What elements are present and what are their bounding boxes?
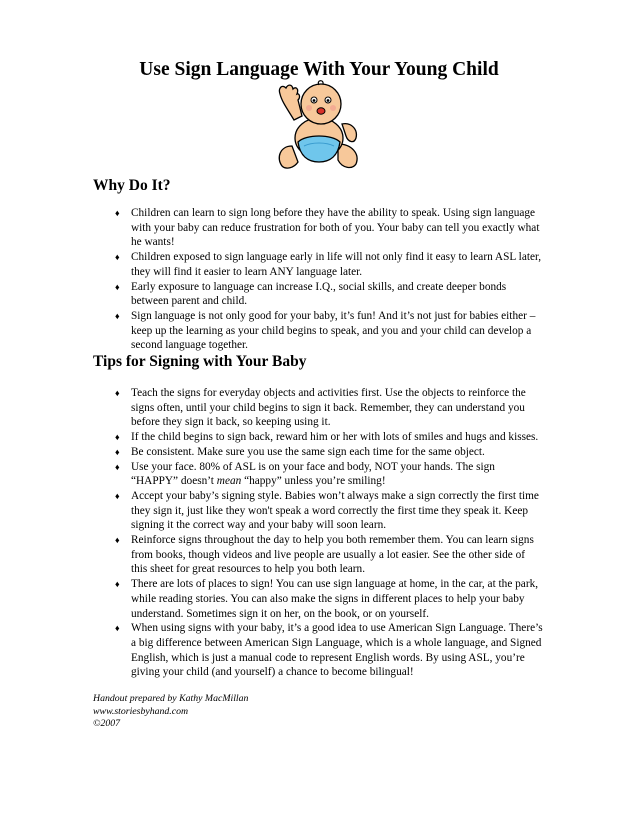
diamond-bullet-icon: ♦ xyxy=(115,208,120,218)
diamond-bullet-icon: ♦ xyxy=(115,310,120,321)
diamond-bullet-icon: ♦ xyxy=(115,252,120,263)
section-heading-why: Why Do It? xyxy=(93,177,171,194)
diamond-bullet-icon: ♦ xyxy=(115,579,120,590)
waving-baby-icon xyxy=(272,80,366,172)
list-item: ♦ Early exposure to language can increase I.Q., social skills, and create deeper bonds between parent and child. xyxy=(115,280,507,308)
why-list xyxy=(0,206,638,353)
list-item: ♦ There are lots of places to sign! You can use sign language at home, in the car, at the park, while reading stories. You can also make the signs in different places to help your baby understand. Sometimes sign it on her, on the book, or on yourself. xyxy=(115,578,539,620)
page-title: Use Sign Language With Your Young Child xyxy=(139,59,499,80)
diamond-bullet-icon: ♦ xyxy=(115,388,120,398)
list-item: ♦ When using signs with your baby, it’s a good idea to use American Sign Language. There’s a big difference between American Sign Language, which is a whole language, and Signed English, which is just a manual code to represent English words. By using ASL, you’re giving your child (and yourself) a chance to become bilingual! xyxy=(115,622,543,679)
list-item: ♦ Use your face. 80% of ASL is on your face and body, NOT your hands. The sign “HAPPY” doesn’t mean “happy” unless you’re smiling! xyxy=(115,460,495,488)
diamond-bullet-icon: ♦ xyxy=(115,490,120,501)
diamond-bullet-icon: ♦ xyxy=(115,446,120,457)
list-item: ♦ Accept your baby’s signing style. Babies won’t always make a sign correctly the first time they sign it, just like they won't speak a word correctly the first time they speak it. Keep signing it the correct way and your baby will soon learn. xyxy=(115,489,539,532)
tips-list xyxy=(0,386,638,680)
footer-website: www.storiesbyhand.com xyxy=(93,705,189,717)
section-heading-tips: Tips for Signing with Your Baby xyxy=(93,353,307,370)
list-item: ♦ Reinforce signs throughout the day to help you both remember them. You can learn signs from books, though videos and live people are usually a lot easier. See the other side of this sheet for great resources to help you both learn. xyxy=(115,534,534,576)
diamond-bullet-icon: ♦ xyxy=(115,535,120,546)
list-item: ♦ Children can learn to sign long before they have the ability to speak. Using sign language with your baby can reduce frustration for both of you. Your baby can tell you exactly what he wants! xyxy=(115,207,540,249)
footer-credits xyxy=(93,693,248,731)
list-item: ♦ Sign language is not only good for your baby, it’s fun! And it’s not just for babies either – keep up the learning as your child begins to speak, and you and your child can develop a second language together. xyxy=(115,309,536,352)
diamond-bullet-icon: ♦ xyxy=(115,461,120,472)
diamond-bullet-icon: ♦ xyxy=(115,623,120,634)
diamond-bullet-icon: ♦ xyxy=(115,281,120,292)
emphasis-mean: mean xyxy=(216,475,242,488)
footer-copyright: ©2007 xyxy=(93,718,121,730)
list-item: ♦ Teach the signs for everyday objects and activities first. Use the objects to reinforce the signs often, until your child begins to sign it back. Remember, they can understand you before they sign it back, so keeping using it. xyxy=(115,387,526,429)
list-item: ♦ If the child begins to sign back, reward him or her with lots of smiles and hugs and kisses. xyxy=(115,431,539,444)
footer-author: Handout prepared by Kathy MacMillan xyxy=(93,693,249,704)
diamond-bullet-icon: ♦ xyxy=(115,432,120,443)
list-item: ♦ Children exposed to sign language early in life will not only find it easy to learn ASL later, they will find it easier to learn ANY language later. xyxy=(115,251,542,278)
list-item: ♦ Be consistent. Make sure you use the same sign each time for the same object. xyxy=(115,445,485,458)
